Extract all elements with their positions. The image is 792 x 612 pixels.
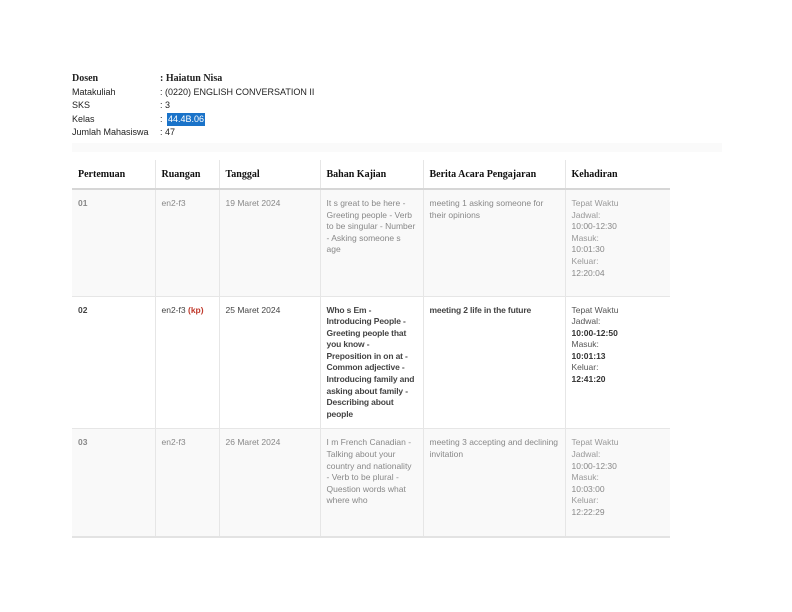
info-row-dosen bbox=[72, 72, 314, 86]
masuk-label: Masuk: bbox=[571, 339, 599, 350]
jumlah-label: Jumlah Mahasiswa bbox=[72, 127, 149, 137]
header-tanggal: Tanggal bbox=[219, 160, 320, 189]
masuk-value: 10:01:13 bbox=[571, 350, 606, 361]
kehadiran-status: Tepat Waktu bbox=[571, 304, 619, 315]
ruangan-text: en2-f3 bbox=[161, 304, 186, 315]
tanggal-cell: 19 Maret 2024 bbox=[219, 189, 320, 296]
table-row bbox=[72, 296, 670, 429]
tanggal-cell: 25 Maret 2024 bbox=[219, 296, 320, 429]
bahan-kajian-cell: It s great to be here - Greeting people - Verb to be singular - Number - Asking someone s age bbox=[320, 189, 423, 296]
dosen-label: Dosen bbox=[72, 73, 99, 84]
kehadiran-status: Tepat Waktu bbox=[571, 198, 619, 208]
keluar-value: 12:20:04 bbox=[571, 267, 605, 278]
bahan-kajian-cell: I m French Canadian - Talking about your country and nationality - Verb to be plural - Question words what where who bbox=[320, 429, 423, 537]
kehadiran-status: Tepat Waktu bbox=[571, 437, 619, 448]
keluar-label: Keluar: bbox=[571, 495, 599, 506]
masuk-value: 10:01:30 bbox=[571, 244, 605, 255]
masuk-label: Masuk: bbox=[571, 472, 599, 483]
jadwal-value: 10:00-12:30 bbox=[571, 460, 617, 471]
course-info bbox=[72, 72, 314, 140]
kelas-separator: : bbox=[160, 113, 163, 124]
pertemuan-cell: 03 bbox=[72, 429, 155, 537]
ruangan-cell bbox=[155, 296, 219, 429]
kehadiran-cell bbox=[565, 189, 670, 296]
ruangan-text: en2-f3 bbox=[161, 437, 186, 448]
header-pertemuan: Pertemuan bbox=[72, 160, 155, 189]
kehadiran-cell bbox=[565, 429, 670, 537]
jadwal-value: 10:00-12:30 bbox=[571, 221, 617, 232]
info-row-sks bbox=[72, 99, 314, 113]
header-berita-acara: Berita Acara Pengajaran bbox=[423, 160, 565, 189]
keluar-label: Keluar: bbox=[571, 255, 599, 266]
jadwal-label: Jadwal: bbox=[571, 449, 601, 460]
dosen-value: : Haiatun Nisa bbox=[160, 73, 223, 84]
berita-acara-cell: meeting 1 asking someone for their opinions bbox=[423, 189, 565, 296]
matakuliah-label: Matakuliah bbox=[72, 86, 116, 97]
tanggal-cell: 26 Maret 2024 bbox=[219, 429, 320, 537]
table-row bbox=[72, 429, 670, 537]
info-row-kelas bbox=[72, 113, 314, 127]
ruangan-text: en2-f3 bbox=[161, 198, 186, 208]
jadwal-label: Jadwal: bbox=[571, 209, 601, 220]
berita-acara-cell: meeting 3 accepting and declining invitation bbox=[423, 429, 565, 537]
attendance-table bbox=[72, 160, 670, 538]
masuk-value: 10:03:00 bbox=[571, 483, 605, 494]
jadwal-label: Jadwal: bbox=[571, 316, 601, 327]
masuk-label: Masuk: bbox=[571, 232, 599, 243]
header-ruangan: Ruangan bbox=[155, 160, 219, 189]
header-bahan-kajian: Bahan Kajian bbox=[320, 160, 423, 189]
header-kehadiran: Kehadiran bbox=[565, 160, 670, 189]
table-header-row bbox=[72, 160, 670, 189]
kelas-label: Kelas bbox=[72, 113, 95, 124]
jumlah-value: : 47 bbox=[160, 127, 176, 137]
sks-label: SKS bbox=[72, 100, 91, 110]
pertemuan-cell: 01 bbox=[72, 189, 155, 296]
kehadiran-cell bbox=[565, 296, 670, 429]
keluar-value: 12:41:20 bbox=[571, 374, 606, 385]
ruangan-cell bbox=[155, 429, 219, 537]
table-row bbox=[72, 189, 670, 296]
info-row-jumlah bbox=[72, 126, 314, 140]
berita-acara-cell: meeting 2 life in the future bbox=[423, 296, 565, 429]
sks-value: : 3 bbox=[160, 100, 171, 110]
divider-band bbox=[72, 143, 722, 152]
jadwal-value: 10:00-12:50 bbox=[571, 327, 618, 338]
info-row-matakuliah bbox=[72, 86, 314, 100]
pertemuan-cell: 02 bbox=[72, 296, 155, 429]
keluar-label: Keluar: bbox=[571, 362, 599, 373]
keluar-value: 12:22:29 bbox=[571, 507, 605, 517]
kelas-value[interactable]: 44.4B.06 bbox=[167, 113, 205, 127]
bahan-kajian-cell: Who s Em - Introducing People - Greeting people that you know - Preposition in on at - Common adjective - Introducing family and asking about family - Describing about people bbox=[320, 296, 423, 429]
matakuliah-value: : (0220) ENGLISH CONVERSATION II bbox=[160, 86, 315, 97]
ruangan-cell bbox=[155, 189, 219, 296]
kp-badge: (kp) bbox=[187, 304, 204, 315]
